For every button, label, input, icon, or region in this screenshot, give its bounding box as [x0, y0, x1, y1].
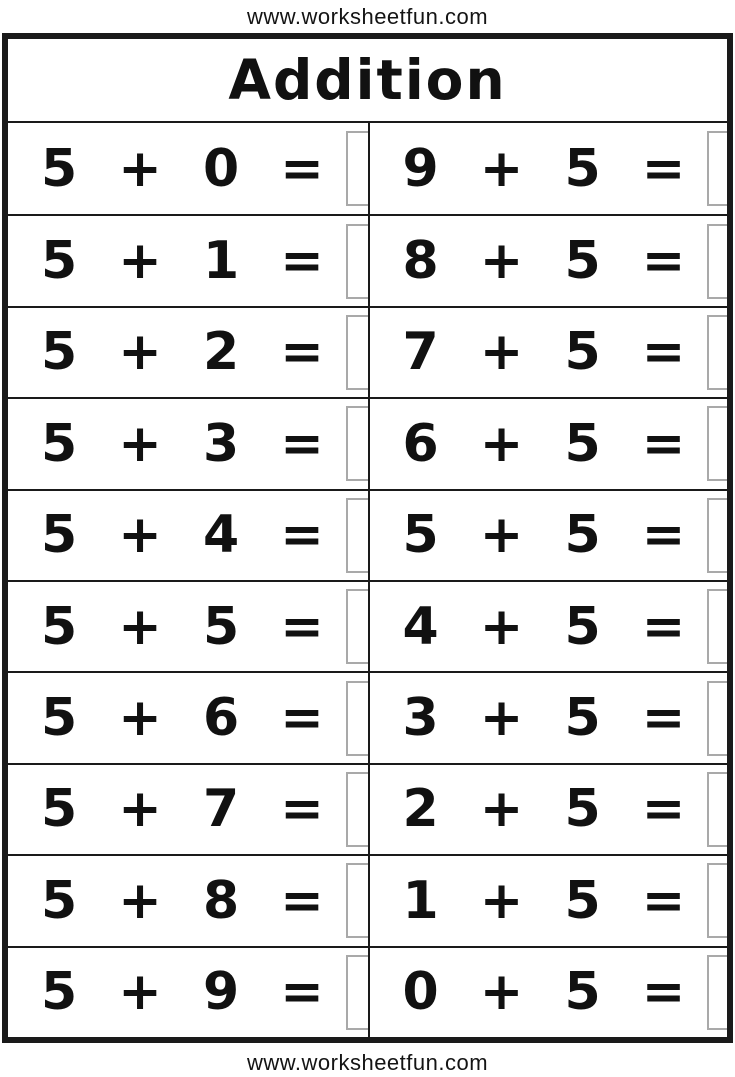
- problem-cell: [8, 397, 368, 488]
- footer-site-url: www.worksheetfun.com: [246, 1050, 489, 1075]
- problem-text: 9 + 5 =: [402, 138, 691, 199]
- answer-input-box[interactable]: [707, 589, 727, 664]
- answer-input-box[interactable]: [707, 681, 727, 756]
- worksheet-title-row: [8, 39, 727, 123]
- problem-cell: [368, 854, 728, 945]
- problem-text: 5 + 9 =: [41, 962, 329, 1023]
- problem-text: 5 + 5 =: [41, 596, 329, 657]
- problem-text: 7 + 5 =: [402, 322, 691, 383]
- answer-input-box[interactable]: [346, 224, 368, 299]
- problem-text: 5 + 7 =: [41, 779, 329, 840]
- problem-cell: [368, 946, 728, 1037]
- answer-input-box[interactable]: [346, 589, 368, 664]
- problem-cell: [8, 763, 368, 854]
- problem-text: 6 + 5 =: [402, 413, 691, 474]
- answer-input-box[interactable]: [707, 498, 727, 573]
- answer-input-box[interactable]: [707, 955, 727, 1030]
- worksheet-title: Addition: [228, 48, 507, 112]
- header-site-url: www.worksheetfun.com: [246, 4, 489, 29]
- problem-text: 5 + 4 =: [41, 505, 329, 566]
- problem-cell: [368, 214, 728, 305]
- problem-cell: [368, 489, 728, 580]
- answer-input-box[interactable]: [346, 955, 368, 1030]
- problem-text: 5 + 8 =: [41, 870, 329, 931]
- problem-text: 3 + 5 =: [402, 688, 691, 749]
- problem-cell: [8, 671, 368, 762]
- problem-cell: [8, 580, 368, 671]
- problem-text: 1 + 5 =: [402, 870, 691, 931]
- problem-cell: [8, 946, 368, 1037]
- answer-input-box[interactable]: [346, 406, 368, 481]
- problem-cell: [8, 214, 368, 305]
- problem-cell: [368, 671, 728, 762]
- problem-text: 2 + 5 =: [402, 779, 691, 840]
- answer-input-box[interactable]: [346, 863, 368, 938]
- problem-cell: [8, 854, 368, 945]
- answer-input-box[interactable]: [346, 772, 368, 847]
- problem-cell: [368, 763, 728, 854]
- problem-cell: [8, 123, 368, 214]
- problem-text: 0 + 5 =: [402, 962, 691, 1023]
- problem-cell: [368, 397, 728, 488]
- answer-input-box[interactable]: [707, 863, 727, 938]
- problem-text: 5 + 0 =: [41, 138, 329, 199]
- problem-text: 4 + 5 =: [402, 596, 691, 657]
- problem-cell: [8, 306, 368, 397]
- answer-input-box[interactable]: [707, 131, 727, 206]
- answer-input-box[interactable]: [707, 315, 727, 390]
- problem-text: 5 + 6 =: [41, 688, 329, 749]
- answer-input-box[interactable]: [346, 315, 368, 390]
- answer-input-box[interactable]: [707, 406, 727, 481]
- problem-text: 5 + 2 =: [41, 322, 329, 383]
- problem-text: 5 + 5 =: [402, 505, 691, 566]
- problem-cell: [368, 123, 728, 214]
- answer-input-box[interactable]: [346, 131, 368, 206]
- problems-grid: [8, 123, 727, 1037]
- answer-input-box[interactable]: [346, 681, 368, 756]
- problem-text: 5 + 3 =: [41, 413, 329, 474]
- problem-cell: [368, 580, 728, 671]
- problem-cell: [8, 489, 368, 580]
- problem-text: 5 + 1 =: [41, 231, 329, 292]
- problem-cell: [368, 306, 728, 397]
- problem-text: 8 + 5 =: [402, 231, 691, 292]
- answer-input-box[interactable]: [707, 772, 727, 847]
- answer-input-box[interactable]: [346, 498, 368, 573]
- answer-input-box[interactable]: [707, 224, 727, 299]
- worksheet-table: [2, 33, 733, 1043]
